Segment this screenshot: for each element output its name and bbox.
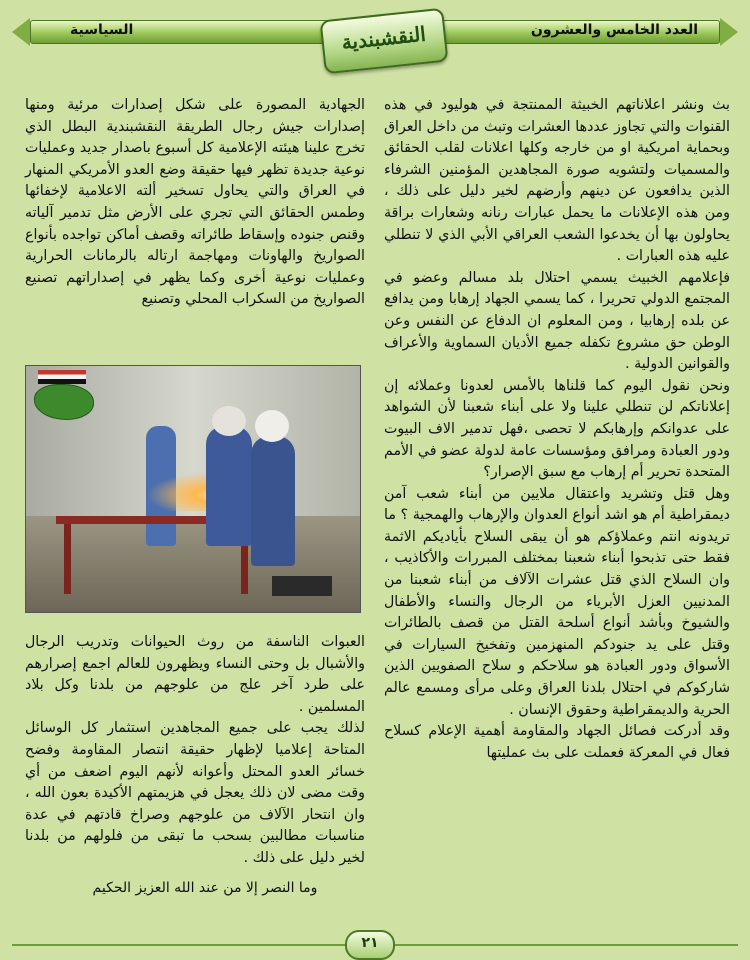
photo-toolbox (272, 576, 332, 596)
closing-line: وما النصر إلا من عند الله العزيز الحكيم (92, 880, 318, 896)
ribbon-left-end (12, 18, 30, 46)
map-icon (34, 384, 94, 420)
paragraph: العبوات الناسفة من روث الحيوانات وتدريب الرجال والأشبال بل وحتى النساء ويظهرون للعالم اجمع إصرارهم على طرد آخر علج من علوجهم من بلدنا وكل بلاد المسلمين . (25, 634, 365, 715)
paragraph: وهل قتل وتشريد واعتقال ملايين من أبناء شعب آمن ديمقراطية أم هو اشد أنواع العدوان والإرهاب والهمجية ؟ ما تريدونه انتم وعملاؤكم هو أن يبقى السلاح بأياديكم الاثمة فقط حتى تذبحوا أبناء شعبنا بمختلف المبررات والأكاذيب ، وان السلاح الذي قتل عشرات الآلاف من أبناء شعبنا من المدنيين العزل الأبرياء من الرجال والنساء والأطفال والشيوخ وبأشد أنواع أسلحة القتل من قصف بالطائرات وقتل على يد جنودكم المنهزمين وتفخيخ السيارات في الأسواق ودور العبادة هو سلاحكم و سلاح الصفويين الذين شاركوكم في احتلال بلدنا العراق وعلى مرأى ومسمع عالم الحرية والديمقراطية وحقوق الإنسان . (384, 485, 730, 718)
photo-worker (206, 426, 252, 546)
issue-label: العدد الخامس والعشرون (530, 22, 698, 38)
article-photo (25, 365, 361, 613)
paragraph: لذلك يجب على جميع المجاهدين استثمار كل الوسائل المتاحة إعلاميا لإظهار حقيقة انتصار المقاومة وفضح خسائر العدو المحتل وأعوانه لأنهم اليوم اضعف من أي وقت مضى لان ذلك يعجل في هزيمتهم الأكيدة بعون الله ، وان انتحار الآلاف من علوجهم وصراخ قادتهم في عدة مناسبات مطالبين بسحب ما تبقى من فلولهم من بلدنا لخير دليل على ذلك . (25, 720, 365, 866)
paragraph: الجهادية المصورة على شكل إصدارات مرئية ومنها إصدارات جيش رجال الطريقة النقشبندية البطل الذي تخرج علينا هيئته الإعلامية كل أسبوع باصدار جديد وعمليات نوعية جديدة تظهر فيها حقيقة وضع العدو الأمريكي المنهار في العراق والتي يحاول تسخير ألته الاعلامية لإخفائها وطمس الحقائق التي تجري على الأرض مثل تدمير آلياته وقنص جنوده وإسقاط طائراته وقصف أماكن تواجده بأنواع الصواريخ والهاونات ومهاجمة ارتاله بالرمانات الحرارية وعمليات نوعية أخرى وكما يظهر في إصداراتهم تصنيع الصواريخ من السكراب المحلي وتصنيع (25, 97, 365, 308)
article-left-column-bottom (25, 632, 365, 912)
photo-logo-icon (32, 370, 94, 422)
page-number: ٢١ (361, 935, 379, 951)
article-right-column (384, 95, 730, 915)
paragraph: بث ونشر اعلاناتهم الخبيثة الممنتجة في هوليود في هذه القنوات والتي تجاوز عددها العشرات وتبث من داخل العراق وبحماية امريكية او من خارجه وكلها اعلانات لقلب الحقائق والمسميات ولتشويه صورة المجاهدين المؤمنين الشرفاء الذين يدافعون عن دينهم وأرضهم لخير دليل على ذلك ، ومن هذه الإعلانات ما يحمل عبارات رنانه وشعارات براقة يحاولون بها أن يخدعوا الشعب العراقي الأبي الذي لا تنطلي عليه هذه العبارات . (384, 97, 730, 265)
flag-icon (38, 370, 86, 384)
photo-floor (26, 516, 360, 612)
paragraph: ونحن نقول اليوم كما قلناها بالأمس لعدونا وعملائه إن إعلاناتكم لن تنطلي علينا ولا على أبناء شعبنا لأن الشواهد على عدوانكم وإرهابكم لا تحصى ،فهل تدمير الاف البيوت ودور العبادة ومرافق ومؤسسات عامة لدولة عضو في الأمم المتحدة تحرير أم إرهاب مع سبق الإصرار؟ (384, 377, 730, 481)
photo-worker-headscarf (212, 406, 246, 436)
paragraph: وقد أدركت فصائل الجهاد والمقاومة أهمية الإعلام كسلاح فعال في المعركة فعملت على بث عمليتها (384, 723, 730, 761)
ribbon-right-end (720, 18, 738, 46)
article-left-column-top (25, 95, 365, 365)
section-label: السياسية (70, 22, 134, 38)
paragraph: فإعلامهم الخبيث يسمي احتلال بلد مسالم وعضو في المجتمع الدولي تحريرا ، كما يسمي الجهاد إرهابا ومن يدافع عن بلده إرهابيا ، ومن المعلوم ان الدفاع عن النفس وعن الوطن حق مشروع تكفله جميع الأديان السماوية والأعراف والقوانين الدولية . (384, 269, 730, 373)
page-number-badge (345, 930, 395, 960)
photo-worker-headscarf (255, 410, 289, 442)
magazine-title: النقشبندية (340, 21, 427, 55)
photo-workbench-leg (64, 524, 71, 594)
photo-worker (251, 436, 295, 566)
